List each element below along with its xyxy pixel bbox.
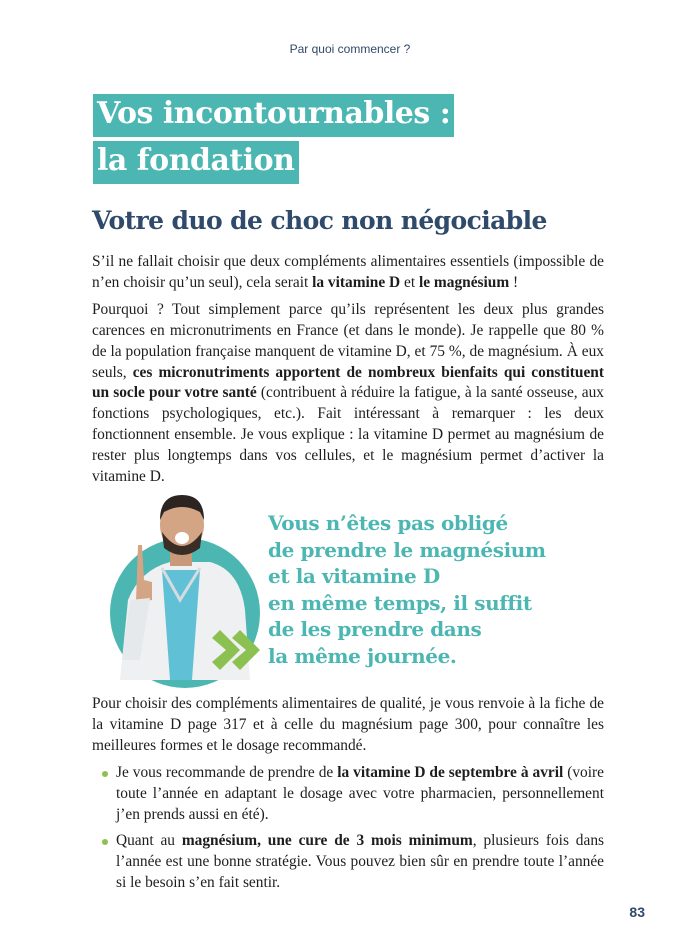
bullet-icon: [102, 839, 108, 845]
quote-line: et la vitamine D: [268, 564, 440, 588]
list-item: [116, 831, 604, 894]
recommendation-list: [92, 763, 604, 894]
chapter-title: [93, 94, 454, 188]
closing-text: [92, 694, 604, 900]
text: (contribuent à réduire la fatigue, à la santé osseuse, aux fonctions psychologiques, etc.). Fait intéressant à remarquer : les deux fonctionnent ensemble. Je vous explique : la vitamine D permet au magnésium de rester plus longtemps dans vos cellules, et le magnésium permet d’activer la vitamine D.: [92, 384, 604, 486]
text: Pourquoi ? Tout simplement parce qu’ils représentent les deux plus grandes carences en micronutriments en France (et dans le monde). Je rappelle que 80 % de la population française manquent de vitamine D, et 75 %, de magnésium. À eux seuls,: [92, 300, 604, 381]
running-header: Par quoi commencer ?: [289, 42, 411, 56]
section-heading: Votre duo de choc non négociable: [92, 206, 547, 235]
quote-line: en même temps, il suffit: [268, 590, 532, 615]
paragraph-2: [92, 300, 604, 488]
emphasis: magnésium, une cure de 3 mois minimum: [181, 832, 473, 850]
paragraph-3: Pour choisir des compléments alimentaires de qualité, je vous renvoie à la fiche de la vitamine D page 317 et à celle du magnésium page 300, pour connaître les meilleures formes et le dosage recommandé.: [92, 695, 604, 754]
doctor-illustration: [100, 490, 260, 680]
quote-line: de les prendre dans: [268, 617, 482, 641]
emphasis: le magnésium: [418, 273, 510, 291]
text: et: [400, 273, 419, 291]
quote-text: [268, 510, 546, 669]
text: !: [509, 273, 519, 291]
quote-line: de prendre le magnésium: [268, 537, 546, 562]
title-line-2: la fondation: [93, 141, 299, 184]
text: , plusieurs fois dans l’année est une bonne stratégie. Vous pouvez bien sûr en prendre toute l’année si le besoin s’en fait sentir.: [116, 832, 605, 892]
emphasis: ces micronutriments apportent de nombreux bienfaits qui constituent un socle pour votre santé: [92, 363, 604, 402]
quote-line: Vous n’êtes pas obligé: [268, 511, 508, 535]
quote-line: la même journée.: [268, 643, 457, 668]
list-item: [116, 763, 604, 826]
text: S’il ne fallait choisir que deux compléments alimentaires essentiels (impossible de n’en choisir qu’un seul), cela serait: [92, 253, 604, 291]
intro-text: [92, 252, 604, 494]
emphasis: la vitamine D de septembre à avril: [337, 763, 564, 781]
emphasis: la vitamine D: [312, 273, 401, 291]
text: (voire toute l’année en adaptant le dosage avec votre pharmacien, personnellement j’en prends aussi en été).: [116, 763, 604, 823]
bullet-icon: [102, 771, 108, 777]
text: Je vous recommande de prendre de: [116, 763, 338, 781]
paragraph-1: [92, 252, 604, 294]
title-line-1: Vos incontournables :: [93, 94, 454, 137]
pull-quote: [100, 490, 610, 680]
page-number: 83: [629, 904, 645, 920]
text: Quant au: [116, 832, 182, 850]
